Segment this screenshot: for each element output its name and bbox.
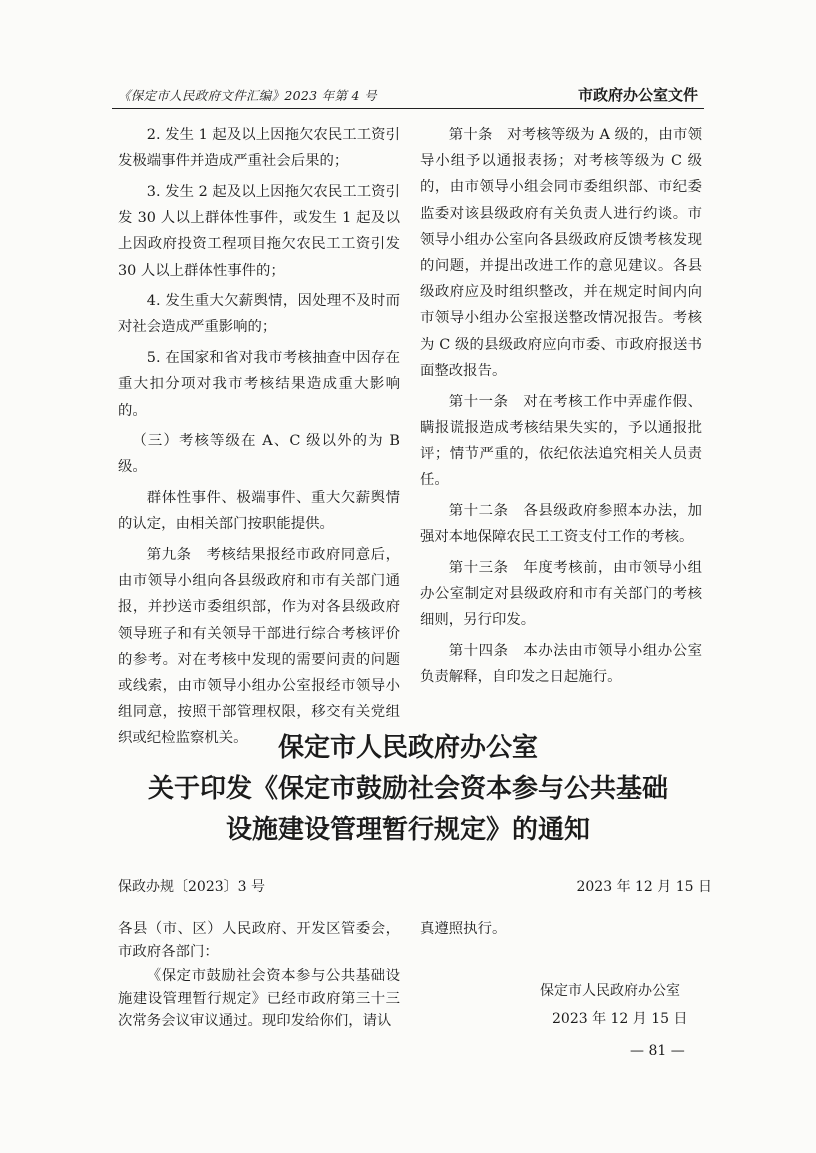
paragraph: 第十一条 对在考核工作中弄虚作假、瞒报谎报造成考核结果失实的，予以通报批评；情节严重的，依纪依法追究相关人员责任。	[420, 393, 702, 489]
running-header-publication: 《保定市人民政府文件汇编》2023 年第 4 号	[118, 88, 377, 103]
left-column	[118, 122, 400, 756]
notice-body-left	[118, 918, 400, 1035]
paragraph: 4. 发生重大欠薪舆情，因处理不及时而对社会造成严重影响的；	[118, 293, 400, 336]
addressee: 各县（市、区）人民政府、开发区管委会，市政府各部门：	[118, 921, 400, 960]
paragraph: （三）考核等级在 A、C 级以外的为 B 级。	[118, 433, 400, 476]
paragraph: 第十三条 年度考核前，由市领导小组办公室制定对县级政府和市有关部门的考核细则，另行印发。	[420, 559, 702, 629]
running-header-section: 市政府办公室文件	[577, 86, 698, 104]
notice-title-line: 关于印发《保定市鼓励社会资本参与公共基础	[147, 774, 668, 804]
notice-title-line: 设施建设管理暂行规定》的通知	[225, 815, 590, 845]
right-column	[420, 122, 702, 695]
notice-body-right	[420, 918, 702, 941]
notice-body: 《保定市鼓励社会资本参与公共基础设施建设管理暂行规定》已经市政府第三十三次常务会议审议通过。现印发给你们，请认	[118, 968, 400, 1029]
paragraph: 第十二条 各县级政府参照本办法，加强对本地保障农民工工资支付工作的考核。	[420, 502, 702, 546]
paragraph: 第九条 考核结果报经市政府同意后，由市领导小组向各县级政府和市有关部门通报，并抄送市委组织部，作为对各县级政府领导班子和有关领导干部进行综合考核评价的参考。对在考核中发现的需要问责的问题或线索，由市领导小组办公室报经市领导小组同意，按照干部管理权限，移交有关党组织或纪检监察机关。	[118, 547, 400, 747]
paragraph: 2. 发生 1 起及以上因拖欠农民工工资引发极端事件并造成严重社会后果的；	[118, 127, 400, 170]
paragraph: 第十条 对考核等级为 A 级的，由市领导小组予以通报表扬；对考核等级为 C 级的，由市领导小组会同市委组织部、市纪委监委对该县级政府有关负责人进行约谈。市领导小组办公室向各县级政府反馈考核发现的问题，并提出改进工作的意见建议。各县级政府应及时组织整改，并在规定时间内向市领导小组办公室报送整改情况报告。考核为 C 级的县级政府应向市委、市政府报送书面整改报告。	[420, 127, 702, 379]
signature-organization: 保定市人民政府办公室	[540, 983, 680, 999]
paragraph: 3. 发生 2 起及以上因拖欠农民工工资引发 30 人以上群体性事件，或发生 1 起及以上因政府投资工程项目拖欠农民工工资引发 30 人以上群体性事件的；	[118, 183, 400, 279]
paragraph: 群体性事件、极端事件、重大欠薪舆情的认定，由相关部门按职能提供。	[118, 490, 400, 533]
notice-body-continued: 真遵照执行。	[420, 921, 507, 937]
paragraph: 5. 在国家和省对我市考核抽查中因存在重大扣分项对我市考核结果造成重大影响的。	[118, 350, 400, 419]
paragraph: 第十四条 本办法由市领导小组办公室负责解释，自印发之日起施行。	[420, 642, 702, 686]
document-number: 保政办规〔2023〕3 号	[118, 879, 265, 895]
header-rule	[112, 108, 704, 109]
notice-title	[0, 728, 816, 851]
page-number: — 81 —	[630, 1043, 685, 1059]
document-date: 2023 年 12 月 15 日	[576, 879, 712, 895]
notice-title-line: 保定市人民政府办公室	[277, 733, 538, 763]
signature-date: 2023 年 12 月 15 日	[552, 1011, 688, 1027]
